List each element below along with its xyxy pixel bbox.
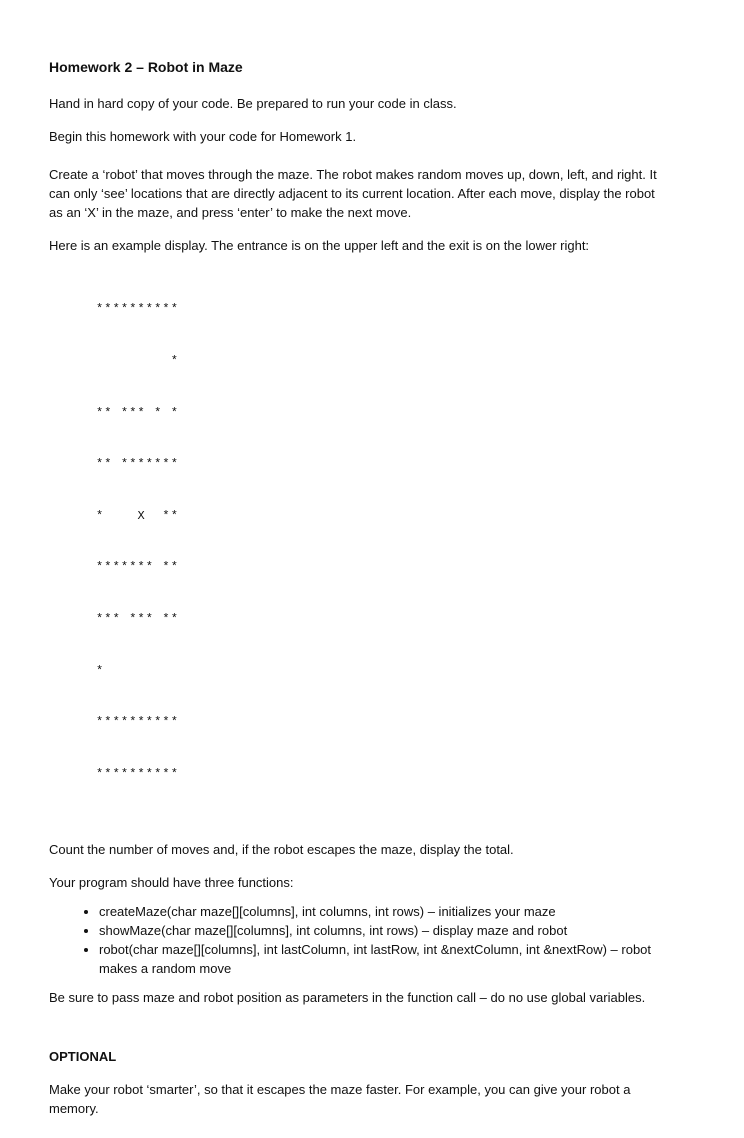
paragraph-robot-description: Create a ‘robot’ that moves through the maze. The robot makes random moves up, down, left, and right. It can only ‘see’ locations that are directly adjacent to its current location. After each move, display the robot as an ‘X’ in the maze, and press ‘enter’ to make the next move. bbox=[49, 167, 657, 220]
paragraph-count-moves: Count the number of moves and, if the robot escapes the maze, display the total. bbox=[49, 841, 514, 857]
maze-row: ** ******* bbox=[96, 457, 180, 472]
page-title: Homework 2 – Robot in Maze bbox=[49, 59, 243, 75]
functions-list bbox=[49, 902, 679, 978]
maze-row: ********** bbox=[96, 766, 180, 781]
list-item: • showMaze(char maze[][columns], int columns, int rows) – display maze and robot bbox=[99, 921, 679, 940]
paragraph-hand-in: Hand in hard copy of your code. Be prepared to run your code in class. bbox=[49, 96, 457, 111]
paragraph-parameters: Be sure to pass maze and robot position as parameters in the function call – do no use global variables. bbox=[49, 989, 646, 1005]
maze-row: ** *** * * bbox=[96, 405, 180, 420]
maze-row: * X ** bbox=[96, 508, 180, 523]
maze-display bbox=[96, 267, 744, 818]
maze-row: ********** bbox=[96, 302, 180, 317]
maze-row: *** *** ** bbox=[96, 612, 180, 627]
paragraph-functions-intro: Your program should have three functions: bbox=[49, 874, 294, 890]
list-item: • robot(char maze[][columns], int lastColumn, int lastRow, int &nextColumn, int &nextRow) – robot makes a random move bbox=[99, 940, 679, 978]
paragraph-optional: Make your robot ‘smarter’, so that it escapes the maze faster. For example, you can give your robot a memory. bbox=[49, 1081, 631, 1116]
maze-row: * bbox=[96, 354, 180, 369]
list-item: • createMaze(char maze[][columns], int columns, int rows) – initializes your maze bbox=[99, 902, 679, 921]
paragraph-example: Here is an example display. The entrance is on the upper left and the exit is on the lower right: bbox=[49, 238, 590, 253]
maze-row: ******* ** bbox=[96, 560, 180, 575]
optional-heading: OPTIONAL bbox=[49, 1048, 117, 1064]
maze-row: ********** bbox=[96, 715, 180, 730]
maze-row: * bbox=[96, 663, 105, 678]
paragraph-begin: Begin this homework with your code for Homework 1. bbox=[49, 129, 357, 144]
